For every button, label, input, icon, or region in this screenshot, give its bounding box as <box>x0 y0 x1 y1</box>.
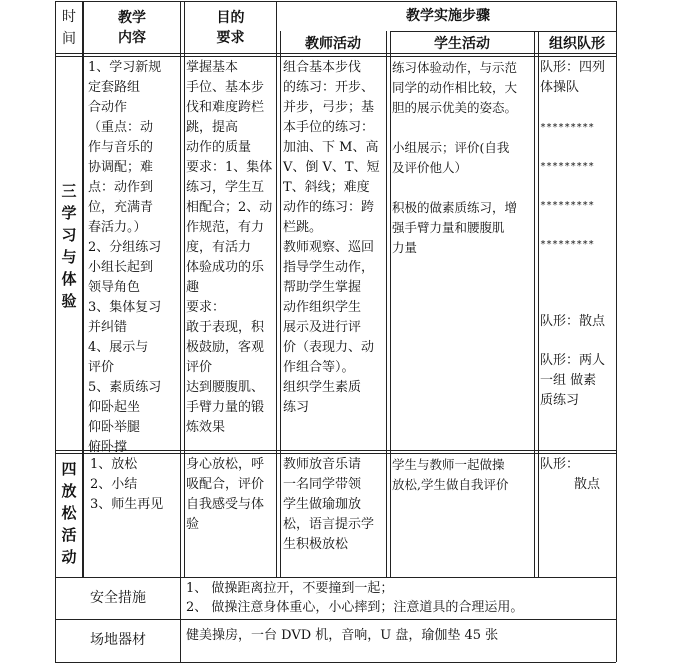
grid-line <box>534 31 535 577</box>
section4-org-scatter: 散点 <box>574 477 601 492</box>
section4-content: 1、放松 2、小结 3、师生再见 <box>90 457 164 512</box>
section3-org-formation: 队形：四列 体操队 <box>540 60 606 95</box>
safety-label: 安全措施 <box>90 590 146 606</box>
grid-line <box>55 1 616 2</box>
header-student: 学生活动 <box>434 36 490 52</box>
section3-time: 三学习与体验 <box>61 182 77 310</box>
equipment-text: 健美操房，一台 DVD 机，音响，U 盘，瑜伽垫 45 张 <box>186 628 499 643</box>
grid-line <box>55 619 616 620</box>
section4-org-label: 队形： <box>540 457 580 472</box>
section3-goal: 掌握基本 手位、基本步 伐和难度跨栏 跳，提高 动作的质量 要求：1、集体 练习，学生互 相配合；2、动 作规范，有力 度，有活力 体验成功的乐 趣 要求： 敢于表现，积 极鼓励，客观 评价 达到腰腹肌、 手臂力量的锻 炼效果 <box>186 60 273 435</box>
grid-line <box>82 1 84 577</box>
grid-line <box>616 1 617 662</box>
equipment-label: 场地器材 <box>90 632 146 648</box>
header-teacher: 教师活动 <box>305 36 361 52</box>
section4-student: 学生与教师一起做操 放松,学生做自我评价 <box>392 457 509 492</box>
formation-row: ********* <box>540 161 595 172</box>
section4-time: 四放松活动 <box>61 460 77 566</box>
header-content: 教学 内容 <box>118 10 146 46</box>
grid-line <box>390 31 616 32</box>
formation-row: ********* <box>540 122 595 133</box>
grid-line <box>390 31 391 577</box>
grid-line <box>386 31 387 577</box>
grid-line <box>184 1 185 577</box>
grid-line <box>280 31 281 577</box>
safety-item: 2、 做操注意身体重心，小心摔到；注意道具的合理运用。 <box>186 600 524 615</box>
grid-line <box>55 577 616 578</box>
header-org: 组织队形 <box>549 36 605 52</box>
section3-org-pairs: 队形：两人 一组 做素 质练习 <box>540 353 606 408</box>
safety-item: 1、 做操距离拉开，不要撞到一起； <box>186 581 394 596</box>
section3-student: 练习体验动作，与示范 同学的动作相比较，大 胆的展示优美的姿态。 小组展示；评价(自我 及评价他人） 积极的做素质练习，增 强手臂力量和腰腹肌 力量 <box>392 60 518 255</box>
grid-line <box>55 56 616 57</box>
formation-row: ********* <box>540 200 595 211</box>
section4-teacher: 教师放音乐请 一名同学带领 学生做瑜珈放 松，语言提示学 生积极放松 <box>283 457 375 552</box>
grid-line <box>55 662 616 663</box>
grid-line <box>180 577 181 662</box>
grid-line <box>55 1 56 662</box>
grid-line <box>180 1 181 577</box>
section3-org-scatter: 队形：散点 <box>540 314 606 329</box>
formation-row: ********* <box>540 239 595 250</box>
section3-teacher: 组合基本步伐 的练习：开步、 并步，弓步；基 本手位的练习： 加油、下 M、高 V、倒 V、T、短 T、斜线；难度 动作的练习：跨 栏跳。 教师观察、巡回 指导学生动作， 帮助学生掌握 动作组织学生 展示及进行评 价（表现力、动 作组合等）。 组织学生素质 练习 <box>283 60 380 415</box>
header-steps: 教学实施步骤 <box>406 8 490 24</box>
section4-goal: 身心放松，呼 吸配合，评价 自我感受与体 验 <box>186 457 265 532</box>
header-goal: 目的 要求 <box>216 10 245 46</box>
header-time: 时间 <box>62 9 76 47</box>
grid-line <box>538 31 539 577</box>
section3-content: 1、学习新规 定套路组 合动作 （重点：动 作与音乐的 协调配；难 点：动作到 位，充满青 春活力。） 2、分组练习 小组长起到 领导角色 3、集体复习 并纠错 4、展示与 评价 5、素质练习 仰卧起坐 仰卧举腿 俯卧撑 <box>88 60 162 455</box>
